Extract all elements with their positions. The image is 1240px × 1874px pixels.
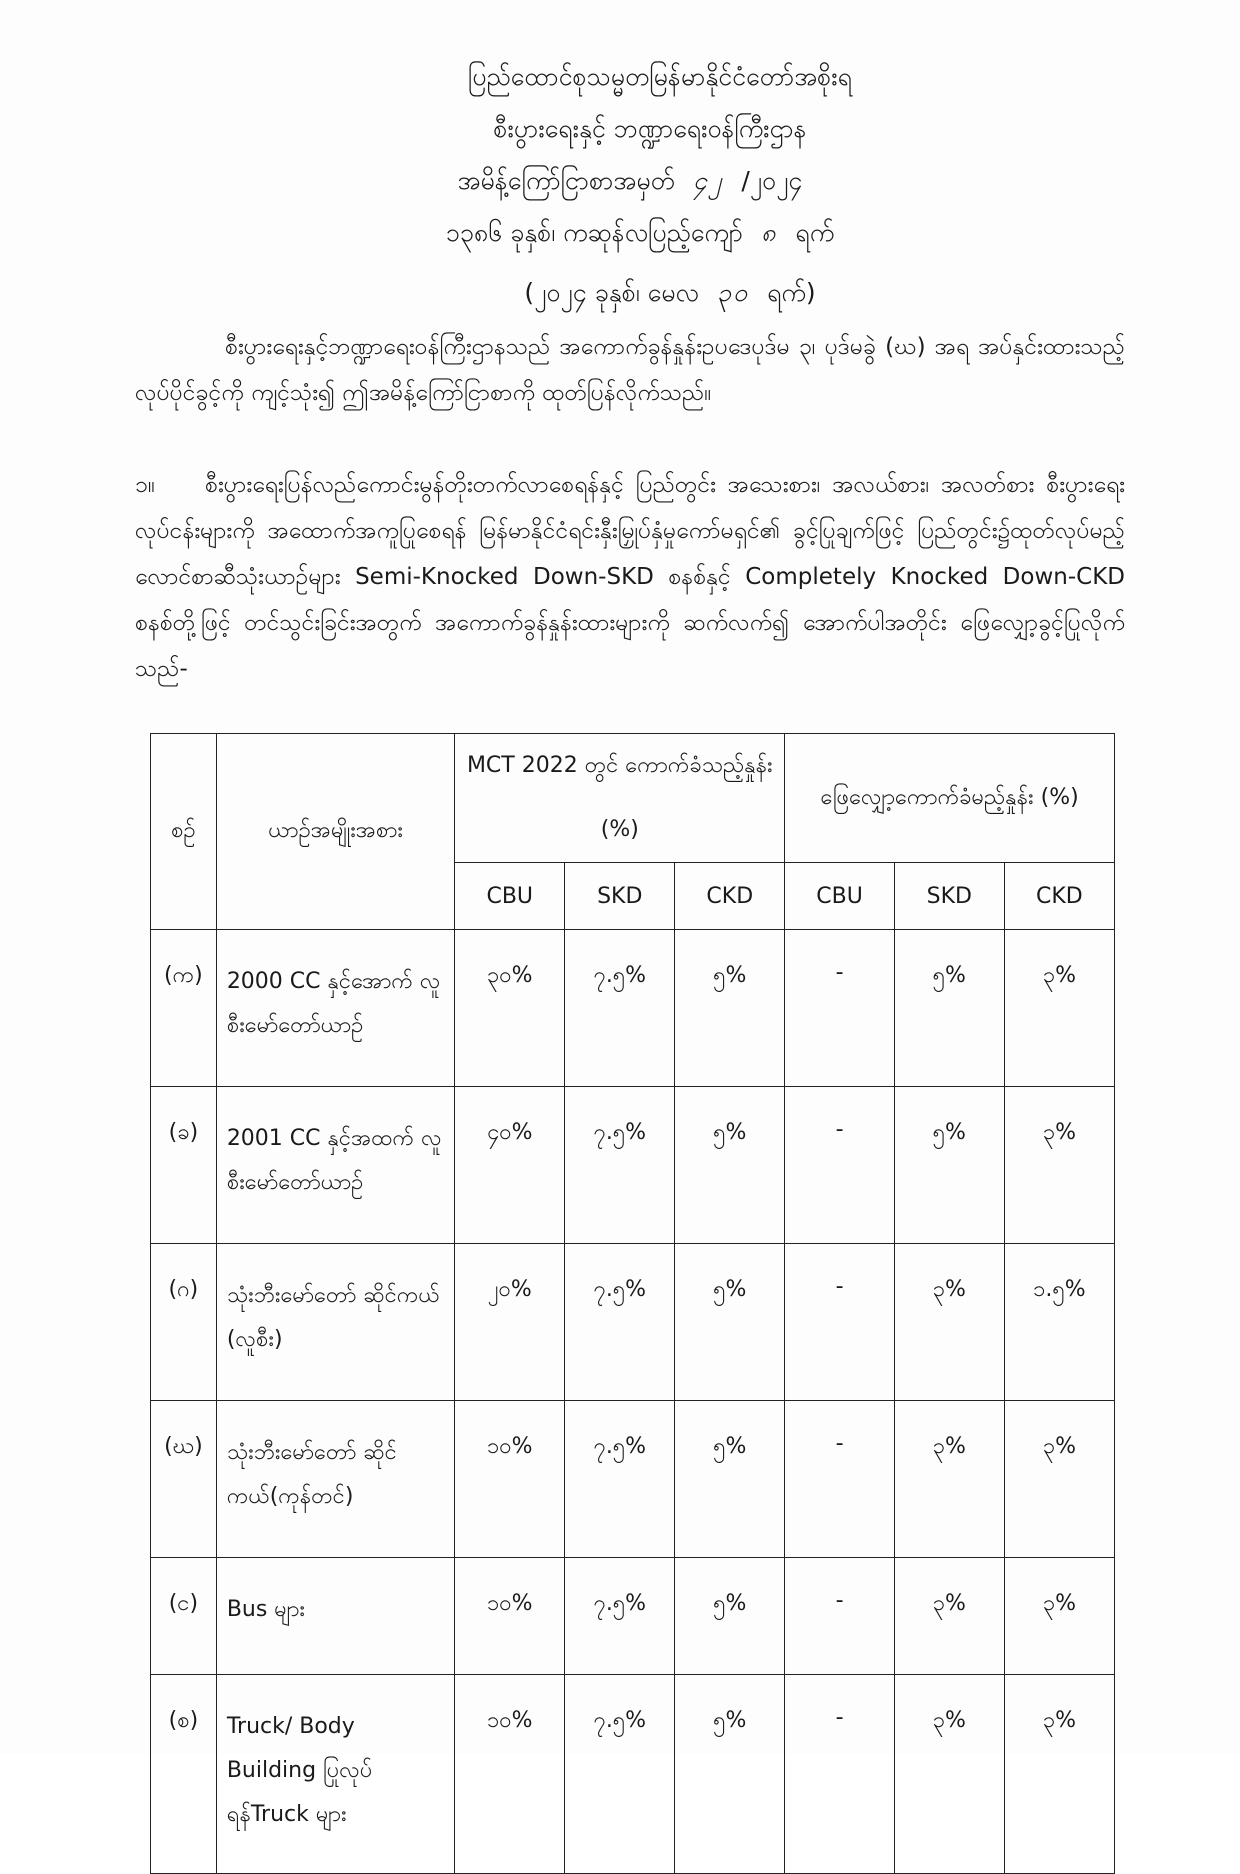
relief-ckd: ၃% xyxy=(1004,1675,1114,1874)
mct-cbu: ၁၀% xyxy=(455,1675,565,1874)
row-type: 2001 CC နှင့်အထက် လူစီးမော်တော်ယာဉ် xyxy=(216,1087,455,1244)
table-row xyxy=(151,930,1115,1087)
sub-header-mct-skd: SKD xyxy=(565,863,675,930)
mct-cbu: ၁၀% xyxy=(455,1401,565,1558)
row-no: (ခ) xyxy=(151,1087,217,1244)
row-no: (စ) xyxy=(151,1675,217,1874)
mct-ckd: ၅% xyxy=(675,930,785,1087)
notification-label: အမိန့်ကြော်ငြာစာအမှတ် xyxy=(457,166,675,195)
relief-ckd: ၃% xyxy=(1004,1087,1114,1244)
table-row xyxy=(151,1675,1115,1874)
mct-skd: ၇.၅% xyxy=(565,1675,675,1874)
notification-number: ၄၂ xyxy=(692,166,724,195)
relief-cbu: - xyxy=(785,1087,895,1244)
relief-skd: ၃% xyxy=(894,1401,1004,1558)
mct-cbu: ၃၀% xyxy=(455,930,565,1087)
relief-cbu: - xyxy=(785,1401,895,1558)
relief-ckd: ၃% xyxy=(1004,1558,1114,1675)
tariff-table xyxy=(150,733,1115,1874)
paragraph-1-number: ၁။ xyxy=(135,472,155,498)
ministry-title: စီးပွားရေးနှင့် ဘဏ္ဍာရေးဝန်ကြီးဌာန xyxy=(493,114,807,143)
row-type: Truck/ Body Building ပြုလုပ်ရန်Truck များ xyxy=(216,1675,455,1874)
row-no: (င) xyxy=(151,1558,217,1675)
relief-cbu: - xyxy=(785,930,895,1087)
myanmar-date-line xyxy=(20,216,1240,250)
paragraph-1 xyxy=(135,462,1125,692)
sub-header-relief-cbu: CBU xyxy=(785,863,895,930)
relief-ckd: ၁.၅% xyxy=(1004,1244,1114,1401)
mct-skd: ၇.၅% xyxy=(565,1244,675,1401)
relief-skd: ၃% xyxy=(894,1558,1004,1675)
gregorian-date-suffix: ရက်) xyxy=(767,278,816,307)
sub-header-mct-cbu: CBU xyxy=(455,863,565,930)
relief-cbu: - xyxy=(785,1558,895,1675)
mct-skd: ၇.၅% xyxy=(565,1401,675,1558)
table-row xyxy=(151,1558,1115,1675)
row-no: (က) xyxy=(151,930,217,1087)
table-row xyxy=(151,1087,1115,1244)
mct-cbu: ၄၀% xyxy=(455,1087,565,1244)
sub-header-relief-ckd: CKD xyxy=(1004,863,1114,930)
government-title: ပြည်ထောင်စုသမ္မတမြန်မာနိုင်ငံတော်အစိုးရ xyxy=(468,62,852,91)
mct-ckd: ၅% xyxy=(675,1087,785,1244)
mct-skd: ၇.၅% xyxy=(565,1087,675,1244)
relief-skd: ၅% xyxy=(894,1087,1004,1244)
mct-cbu: ၂၀% xyxy=(455,1244,565,1401)
mct-ckd: ၅% xyxy=(675,1675,785,1874)
gregorian-date-day: ၃၀ xyxy=(716,278,750,307)
intro-paragraph: စီးပွားရေးနှင့်ဘဏ္ဍာရေးဝန်ကြီးဌာနသည် အကောက်ခွန်နှုန်းဥပဒေပုဒ်မ ၃၊ ပုဒ်မခွဲ (ဃ) အရ အပ်နှင်းထားသည့် လုပ်ပိုင်ခွင့်ကို ကျင့်သုံး၍ ဤအမိန့်ကြော်ငြာစာကို ထုတ်ပြန်လိုက်သည်။ xyxy=(135,334,1125,406)
gregorian-date-line xyxy=(50,276,1240,310)
mct-skd: ၇.၅% xyxy=(565,1558,675,1675)
relief-ckd: ၃% xyxy=(1004,930,1114,1087)
col-header-mct: MCT 2022 တွင် ကောက်ခံသည့်နှုန်း (%) xyxy=(455,734,785,863)
row-type: Bus များ xyxy=(216,1558,455,1675)
row-type: သုံးဘီးမော်တော် ဆိုင်ကယ် (လူစီး) xyxy=(216,1244,455,1401)
row-no: (ဂ) xyxy=(151,1244,217,1401)
relief-cbu: - xyxy=(785,1244,895,1401)
col-header-relief: ဖြေလျှော့ကောက်ခံမည့်နှုန်း (%) xyxy=(785,734,1115,863)
mct-cbu: ၁၀% xyxy=(455,1558,565,1675)
table-row xyxy=(151,1401,1115,1558)
relief-skd: ၃% xyxy=(894,1244,1004,1401)
notification-line xyxy=(10,164,1240,198)
sub-header-mct-ckd: CKD xyxy=(675,863,785,930)
relief-ckd: ၃% xyxy=(1004,1401,1114,1558)
table-row xyxy=(151,1244,1115,1401)
relief-cbu: - xyxy=(785,1675,895,1874)
col-header-type: ယာဉ်အမျိုးအစား xyxy=(216,734,455,930)
mct-ckd: ၅% xyxy=(675,1401,785,1558)
myanmar-date-day: ၈ xyxy=(761,218,778,247)
mct-ckd: ၅% xyxy=(675,1244,785,1401)
row-type: သုံးဘီးမော်တော် ဆိုင်ကယ်(ကုန်တင်) xyxy=(216,1401,455,1558)
row-no: (ဃ) xyxy=(151,1401,217,1558)
relief-skd: ၅% xyxy=(894,930,1004,1087)
notification-year: /၂၀၂၄ xyxy=(741,166,803,195)
relief-skd: ၃% xyxy=(894,1675,1004,1874)
mct-skd: ၇.၅% xyxy=(565,930,675,1087)
paragraph-1-text: စီးပွားရေးပြန်လည်ကောင်းမွန်တိုးတက်လာစေရန်နှင့် ပြည်တွင်း အသေးစား၊ အလယ်စား၊ အလတ်စား စီးပွားရေးလုပ်ငန်းများကို အထောက်အကူပြုစေရန် မြန်မာနိုင်ငံရင်းနှီးမြှုပ်နှံမှုကော်မရှင်၏ ခွင့်ပြုချက်ဖြင့် ပြည်တွင်း၌ထုတ်လုပ်မည့် လောင်စာဆီသုံးယာဉ်များ Semi-Knocked Down-SKD စနစ်နှင့် Completely Knocked Down-CKD စနစ်တို့ဖြင့် တင်သွင်းခြင်းအတွက် အကောက်ခွန်နှုန်းထားများကို ဆက်လက်၍ အောက်ပါအတိုင်း ဖြေလျှော့ခွင့်ပြုလိုက်သည်- xyxy=(135,472,1125,682)
col-header-no: စဉ် xyxy=(151,734,217,930)
gregorian-date-prefix: (၂၀၂၄ ခုနှစ်၊ မေလ xyxy=(524,278,699,307)
myanmar-date-suffix: ရက် xyxy=(795,218,835,247)
mct-ckd: ၅% xyxy=(675,1558,785,1675)
myanmar-date-prefix: ၁၃၈၆ ခုနှစ်၊ ကဆုန်လပြည့်ကျော် xyxy=(445,218,744,247)
sub-header-relief-skd: SKD xyxy=(894,863,1004,930)
row-type: 2000 CC နှင့်အောက် လူစီးမော်တော်ယာဉ် xyxy=(216,930,455,1087)
